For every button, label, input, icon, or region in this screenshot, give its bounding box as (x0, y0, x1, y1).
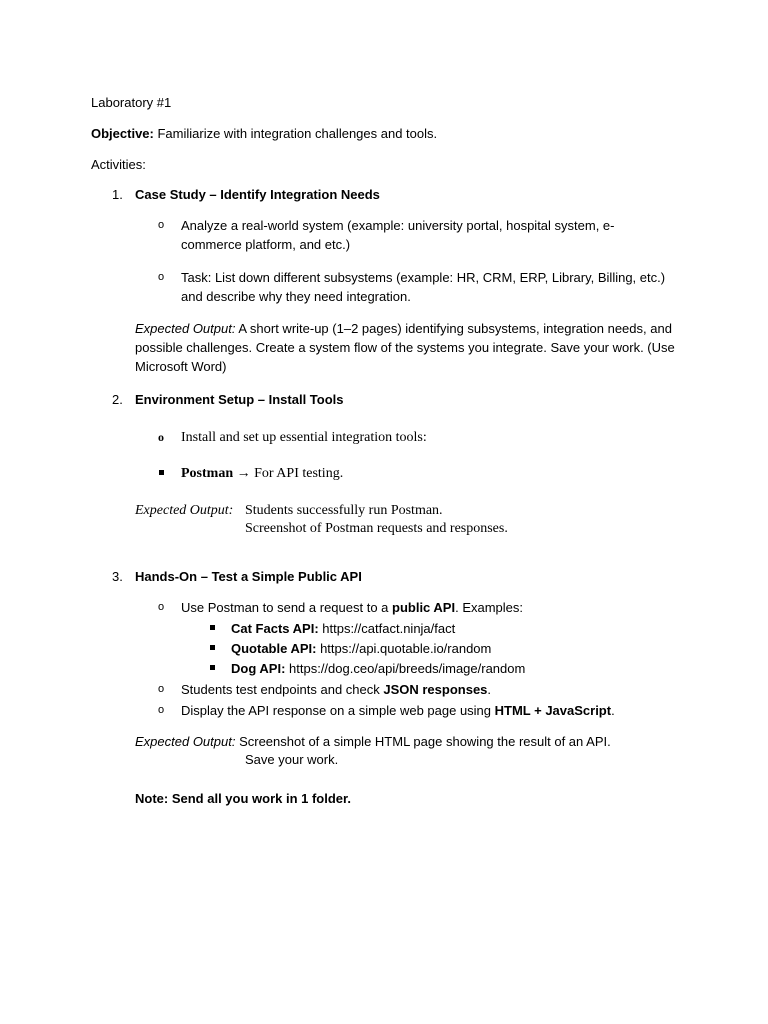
html-javascript-bold: HTML + JavaScript (494, 703, 612, 718)
api-url: https://catfact.ninja/fact (318, 621, 456, 636)
square-bullet-icon (159, 470, 164, 475)
api-example-quotable (231, 639, 491, 658)
square-bullet-icon (210, 625, 215, 630)
hollow-circle-bullet-icon: o (158, 271, 165, 283)
section-2-expected-label (135, 501, 233, 520)
section-3-expected-line-2: Save your work. (245, 752, 339, 767)
hollow-circle-bullet-icon: o (158, 430, 164, 444)
section-1-number: 1. (112, 187, 123, 202)
hollow-circle-bullet-icon: o (158, 704, 165, 716)
section-1-item-2: Task: List down different subsystems (example: HR, CRM, ERP, Library, Billing, etc.) and describe why they need integration. (181, 270, 666, 304)
expected-output-text: A short write-up (1–2 pages) identifying subsystems, integration needs, and possible challenges. Create a system flow of the systems you integrate. Save your work. (Use Microsoft Word) (135, 321, 675, 374)
objective-label: Objective: (91, 126, 154, 141)
section-2-number: 2. (112, 392, 123, 407)
section-3-number: 3. (112, 569, 123, 584)
postman-label: Postman (181, 466, 234, 481)
item-text: . (487, 682, 492, 697)
section-2-heading: Environment Setup – Install Tools (135, 392, 344, 407)
square-bullet-icon (210, 665, 215, 670)
api-name: Cat Facts API: (231, 621, 319, 636)
postman-description: → For API testing. (233, 466, 344, 481)
api-name: Quotable API: (231, 641, 317, 656)
expected-output-text: Screenshot of a simple HTML page showing the result of an API. (235, 734, 611, 749)
section-3-item-1 (181, 598, 523, 617)
item-text: Display the API response on a simple web page using (181, 703, 495, 718)
document-title: Laboratory #1 (91, 95, 172, 110)
hollow-circle-bullet-icon: o (158, 601, 165, 613)
api-name: Dog API: (231, 661, 286, 676)
expected-output-label: Expected Output: (135, 321, 236, 336)
section-3-item-3 (181, 701, 615, 720)
hollow-circle-bullet-icon: o (158, 219, 165, 231)
hollow-circle-bullet-icon: o (158, 683, 165, 695)
api-url: https://dog.ceo/api/breeds/image/random (285, 661, 526, 676)
item-text: . Examples: (455, 600, 524, 615)
section-2-expected-line-1: Students successfully run Postman. (245, 503, 443, 518)
objective-text: Familiarize with integration challenges and tools. (153, 126, 438, 141)
section-2-expected-line-2: Screenshot of Postman requests and responses. (245, 521, 508, 536)
section-3-heading: Hands-On – Test a Simple Public API (135, 569, 362, 584)
api-url: https://api.quotable.io/random (316, 641, 492, 656)
section-3-item-2 (181, 680, 491, 699)
section-2-item: Install and set up essential integration tools: (181, 430, 427, 445)
activities-label: Activities: (91, 157, 146, 172)
item-text: Students test endpoints and check (181, 682, 384, 697)
expected-output-label: Expected Output: (135, 734, 236, 749)
api-example-dog (231, 659, 525, 678)
note: Note: Send all you work in 1 folder. (135, 791, 351, 806)
section-1-item-1: Analyze a real-world system (example: university portal, hospital system, e-commerce platform, and etc.) (181, 218, 615, 252)
square-bullet-icon (210, 645, 215, 650)
item-text: . (611, 703, 615, 718)
section-1-heading: Case Study – Identify Integration Needs (135, 187, 380, 202)
section-3-expected-line-1 (135, 732, 611, 751)
public-api-bold: public API (392, 600, 456, 615)
section-2-subitem (181, 464, 343, 483)
api-example-cat-facts (231, 619, 455, 638)
json-responses-bold: JSON responses (383, 682, 488, 697)
expected-output-label: Expected Output: (135, 503, 234, 518)
objective-line (91, 124, 437, 143)
item-text: Use Postman to send a request to a (181, 600, 393, 615)
section-1-expected-output (135, 319, 680, 376)
